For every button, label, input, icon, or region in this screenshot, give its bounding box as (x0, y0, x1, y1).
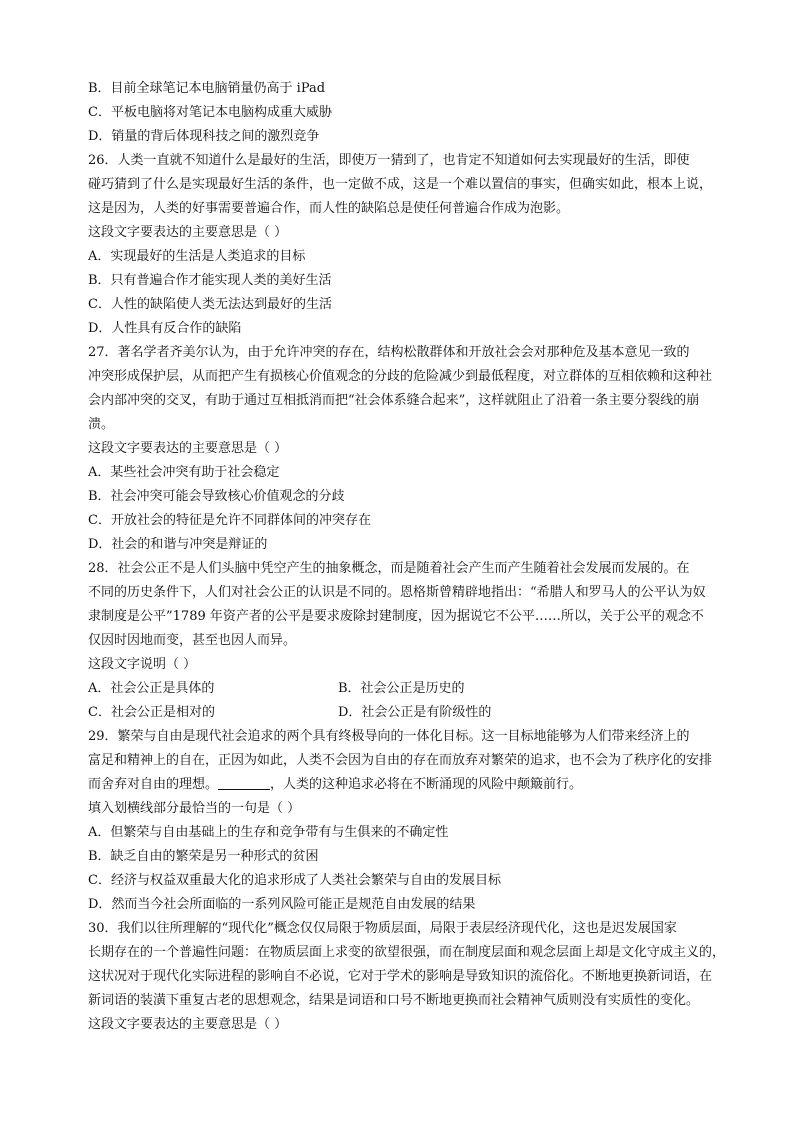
q29-option-d: D．然而当今社会所面临的一系列风险可能正是规范自由发展的结果 (88, 897, 476, 912)
q29-passage-head: 而舍弃对自由的理想。 (88, 777, 219, 792)
q26-option-b: B．只有普遍合作才能实现人类的美好生活 (88, 273, 332, 288)
q28-passage-line: 隶制度是公平”1789 年资产者的公平是要求废除封建制度，因为据说它不公平……所以，关于公平的观念不 (88, 609, 704, 624)
q28-option-a: A．社会公正是具体的 (88, 681, 215, 696)
q26-passage-line: 这是因为，人类的好事需要普遍合作，而人性的缺陷总是使任何普遍合作成为泡影。 (88, 201, 570, 216)
q27-passage-line: 溃。 (88, 417, 115, 432)
q29-passage-line: 29．繁荣与自由是现代社会追求的两个具有终极导向的一体化目标。这一目标地能够为人们带来经济上的 (88, 729, 690, 744)
q29-passage-line-with-blank (0, 773, 728, 797)
q27-question-stem: 这段文字要表达的主要意思是（ ） (88, 441, 288, 456)
q26-option-a: A．实现最好的生活是人类追求的目标 (88, 249, 306, 264)
q25-option-c: C．平板电脑将对笔记本电脑构成重大威胁 (88, 105, 332, 120)
q27-passage-line: 冲突形成保护层，从而把产生有损核心价值观念的分歧的危险减少到最低程度，对立群体的互相依赖和这种社 (88, 369, 713, 384)
q29-question-stem: 填入划横线部分最恰当的一句是（ ） (88, 801, 301, 816)
q26-question-stem: 这段文字要表达的主要意思是（ ） (88, 225, 288, 240)
exam-content (88, 77, 728, 1037)
q26-option-c: C．人性的缺陷使人类无法达到最好的生活 (88, 297, 332, 312)
q27-option-c: C．开放社会的特征是允许不同群体间的冲突存在 (88, 513, 371, 528)
q28-options-row (88, 701, 728, 725)
q28-passage-line: 28．社会公正不是人们头脑中凭空产生的抽象概念，而是随着社会产生而产生随着社会发展而发展的。在 (88, 561, 690, 576)
q27-passage-line: 会内部冲突的交叉，有助于通过互相抵消而把“社会体系缝合起来”，这样就阻止了沿着一条主要分裂线的崩 (88, 393, 700, 408)
q28-option-c: C．社会公正是相对的 (88, 705, 215, 720)
q28-option-d: D．社会公正是有阶级性的 (338, 705, 492, 720)
q28-options-row (88, 677, 728, 701)
q29-option-b: B．缺乏自由的繁荣是另一种形式的贫困 (88, 849, 319, 864)
q28-question-stem: 这段文字说明（ ） (88, 657, 197, 672)
q28-passage-line: 不同的历史条件下，人们对社会公正的认识是不同的。恩格斯曾精辟地指出：“希腊人和罗马人的公平认为奴 (88, 585, 706, 600)
q27-passage-line: 27．著名学者齐美尔认为，由于允许冲突的存在，结构松散群体和开放社会会对那种危及基本意见一致的 (88, 345, 690, 360)
q27-option-b: B．社会冲突可能会导致核心价值观念的分歧 (88, 489, 345, 504)
q30-passage-line: 新词语的装潢下重复古老的思想观念，结果是词语和口号不断地更换而社会精神气质则没有实质性的变化。 (88, 993, 700, 1008)
q29-option-c: C．经济与权益双重最大化的追求形成了人类社会繁荣与自由的发展目标 (88, 873, 501, 888)
q25-option-d: D．销量的背后体现科技之间的激烈竞争 (88, 129, 320, 144)
q27-option-a: A．某些社会冲突有助于社会稳定 (88, 465, 280, 480)
q26-passage-line: 26．人类一直就不知道什么是最好的生活，即使万一猜到了，也肯定不知道如何去实现最好的生活，即使 (88, 153, 690, 168)
q30-passage-line: 30．我们以往所理解的“现代化”概念仅仅局限于物质层面，局限于表层经济现代化，这也是迟发展国家 (88, 921, 677, 936)
q27-option-d: D．社会的和谐与冲突是辩证的 (88, 537, 268, 552)
q29-passage-tail: ，人类的这种追求必将在不断涌现的风险中颠簸前行。 (270, 777, 583, 792)
q29-fill-blank (218, 775, 270, 790)
q25-option-b: B．目前全球笔记本电脑销量仍高于 iPad (88, 81, 326, 96)
q29-option-a: A．但繁荣与自由基础上的生存和竞争带有与生俱来的不确定性 (88, 825, 449, 840)
q29-passage-line: 富足和精神上的自在，正因为如此，人类不会因为自由的存在而放弃对繁荣的追求，也不会为了秩序化的安排 (88, 753, 713, 768)
q30-question-stem: 这段文字要表达的主要意思是（ ） (88, 1017, 288, 1032)
q30-passage-line: 长期存在的一个普遍性问题：在物质层面上求变的欲望很强，而在制度层面和观念层面上却是文化守成主义的， (88, 945, 726, 960)
q26-option-d: D．人性具有反合作的缺陷 (88, 321, 242, 336)
q28-option-b: B．社会公正是历史的 (338, 681, 465, 696)
q28-passage-line: 仅因时因地而变，甚至也因人而异。 (88, 633, 297, 648)
q26-passage-line: 碰巧猜到了什么是实现最好生活的条件，也一定做不成，这是一个难以置信的事实，但确实如此，根本上说， (88, 177, 713, 192)
q30-passage-line: 这状况对于现代化实际进程的影响自不必说，它对于学术的影响是导致知识的流俗化。不断地更换新词语，在 (88, 969, 713, 984)
